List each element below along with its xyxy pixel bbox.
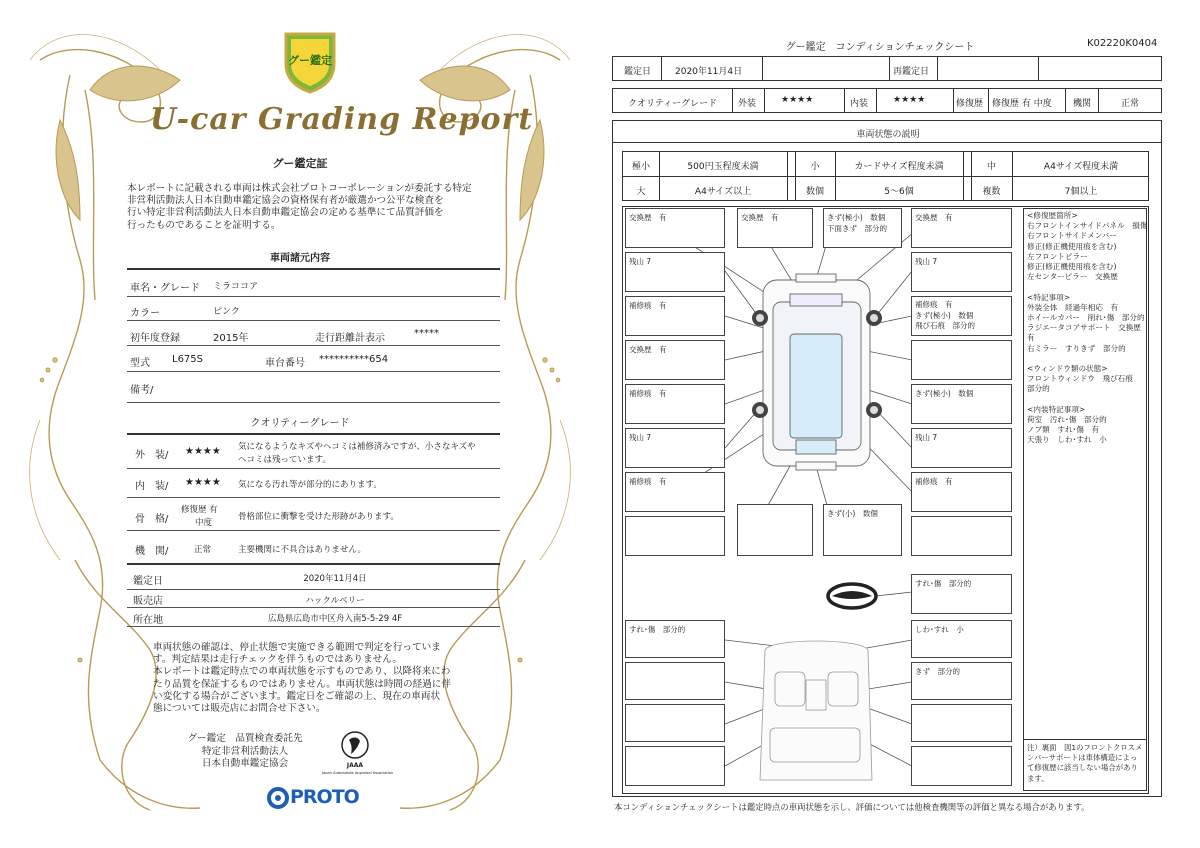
frame-grade-value: 修復歴 有 [181,505,218,515]
interior-front-right-box: しわ･すれ 小 [911,620,1012,658]
front-right-tire-box: 残山 7 [911,252,1012,292]
rear-left-door-box: 補修痕 有 [625,384,725,424]
quality-grade-label: クオリティーグレード [628,99,718,109]
front-left-tire-box: 残山 7 [625,252,725,292]
color-value: ピンク [213,307,240,317]
odometer-value: ***** [414,328,439,339]
grade-section-title: クオリティーグレード [250,418,350,429]
appraisal-date-value: 2020年11月4日 [675,67,743,77]
interior-mid-right-box: きず 部分的 [911,662,1012,700]
interior-grade-value: ★★★★ [185,477,221,488]
interior-mid-left-box [625,662,725,700]
frame-grade-desc: 骨格部位に衝撃を受けた形跡があります。 [238,512,399,522]
divider [127,589,500,590]
car-name-value: ミラココア [213,282,259,292]
model-code-label: 型式 [130,358,150,369]
divider [127,296,500,297]
odometer-label: 走行距離計表示 [315,333,385,344]
engine-value: 正常 [1121,99,1140,109]
spec-section-title: 車両諸元内容 [270,253,330,264]
footnote: 注）裏面 図1のフロントクロスメ ンバーサポートは車体構造によっ て修復歴に該当しない場合があり ます。 [1027,743,1143,783]
interior-rear-left-box [625,704,725,742]
emblem-text: グー鑑定 [288,54,332,67]
divider [127,497,500,498]
cargo-right-box [911,746,1012,786]
right-pillar-box [911,340,1012,380]
divider [127,402,500,403]
divider [127,468,500,469]
interior-grade-desc: 気になる汚れ等が部分的にあります。 [238,480,382,490]
repair-history-value: 修復歴 有 中度 [992,99,1052,109]
front-right-panel-box: 交換歴 有 [911,208,1012,248]
front-left-door-box: 補修痕 有 [625,296,725,336]
remarks-label: 備考/ [130,385,154,396]
cargo-left-box [625,746,725,786]
size-l-value: A4サイズ以上 [694,187,752,197]
inspection-org: グー鑑定 品質検査委託先 特定非営利活動法人 日本自動車鑑定協会 [187,733,303,769]
exterior-grade-desc: 気になるようなキズやヘコミは補修済みですが、小さなキズや [238,442,476,452]
size-xs-value: 500円玉程度未満 [687,162,759,172]
size-s-value: カードサイズ程度未満 [854,162,944,172]
divider [127,563,500,565]
engine-label: 機関 [1073,99,1092,109]
chassis-number-value: **********654 [319,354,389,365]
repair-history-label: 修復歴 [956,99,984,109]
condition-check-sheet [600,0,1200,848]
reappraisal-date-label: 再鑑定日 [893,67,930,77]
exterior-grade-value: ★★★★ [185,446,221,457]
rear-left-panel-box: 補修痕 有 [625,472,725,512]
first-reg-value: 2015年 [213,333,249,344]
chassis-number-label: 車台番号 [265,358,305,369]
cert-title: グー鑑定証 [272,157,328,170]
exterior-label: 外装 [738,99,757,109]
notes-panel: <修復歴箇所> 右フロントインサイドパネル 損傷 右フロントサイドメンバー 修正(修正機使用痕を含む) 左フロントピラー 修正(修正機使用痕を含む) 左センターピラー 交換歴 <特記事項> 外装全体 経過年相応 有 ホイールカバー 削れ･傷 部分的 ラジエータコアサポート 交換歴 有 右ミラー すりきず 部分的 <ウィンドウ類の状態> フロントウィンドウ 飛び石痕 部分的 <内装特記事項> 荷室 汚れ･傷 部分的 ノブ類 すれ･傷 有 天張り しわ･すれ 小 注）裏面 図1のフロントクロスメ ンバーサポートは車体構造によっ て修復歴に該当しない場合があり ます。 [1023,208,1147,791]
divider [127,607,500,608]
front-left-panel-box: 交換歴 有 [625,208,725,248]
jaaa-text: JAAA [346,762,364,769]
exterior-grade-desc-2: ヘコミは残っています。 [238,455,331,465]
exterior-grade-label: 外 装/ [135,450,169,461]
dealer-label: 販売店 [133,596,163,607]
first-reg-label: 初年度登録 [130,333,180,344]
divider [127,320,500,321]
left-pillar-box: 交換歴 有 [625,340,725,380]
intro-paragraph: 本レポートに記載される車両は株式会社プロトコーポレーションが委託する特定 非営利活動法人日本自動車鑑定協会の資格保有者が厳選かつ公平な検査を 行い特定非営利活動法人日本自動車鑑定協会の定める基準にて品質評価を 行ったものであることを証明する。 [127,183,472,231]
model-code-value: L675S [172,354,204,365]
interior-value: ★★★★ [893,95,926,105]
bottom-disclaimer: 本コンディションチェックシートは鑑定時点の車両状態を示し、評価については他検査機関等の評価と異なる場合があります。 [614,802,1090,812]
steering-wheel-icon [828,584,876,608]
appraisal-date-value: 2020年11月4日 [303,574,367,584]
rear-gate-left-box [737,504,813,556]
jaaa-subtext: Japan Automobile Appraisal Association [322,771,394,775]
size-xs-label: 極小 [631,162,650,172]
interior-label: 内装 [850,99,869,109]
car-name-label: 車名・グレード [130,283,200,294]
divider [127,345,500,346]
count-many-value: 7個以上 [1064,187,1098,197]
rear-right-door-box: きず(極小) 数個 [911,384,1012,424]
interior-rear-right-box [911,704,1012,742]
appraisal-date-label: 鑑定日 [133,576,163,587]
count-few-label: 数個 [805,187,824,197]
proto-logo-text: PROTO [290,786,359,808]
front-bumper-box: きず(極小) 数個 下面きず 部分的 [823,208,902,248]
rear-left-box [625,516,725,556]
frame-grade-label: 骨 格/ [135,514,169,525]
section-title: 車両状態の説明 [856,130,920,140]
rear-right-box [911,516,1012,556]
exterior-value: ★★★★ [781,95,814,105]
proto-logo-icon [267,787,289,809]
size-m-value: A4サイズ程度未満 [1043,162,1119,172]
count-few-value: 5～6個 [884,187,914,197]
interior-front-left-box: すれ･傷 部分的 [625,620,725,658]
report-title: U-car Grading Report [150,102,534,137]
engine-grade-value: 正常 [194,545,212,555]
count-many-label: 複数 [982,187,1001,197]
rear-left-tire-box: 残山 7 [625,428,725,468]
steering-box: すれ･傷 部分的 [911,574,1012,614]
divider [127,530,500,531]
rear-bumper-box: きず(小) 数個 [823,504,902,556]
color-label: カラー [130,308,160,319]
address-value: 広島県広島市中区舟入南5-5-29 4F [267,614,403,624]
jaaa-logo-icon [340,730,370,760]
interior-grade-label: 内 装/ [135,481,169,492]
size-s-label: 小 [810,162,820,172]
engine-grade-label: 機 関/ [135,546,169,557]
dealer-value: ハックルベリー [305,596,365,606]
rear-right-tire-box: 残山 7 [911,428,1012,468]
sheet-code: K02220K0404 [1087,38,1158,49]
frame-grade-value-2: 中度 [195,518,213,528]
appraisal-date-label: 鑑定日 [624,67,652,77]
notice-paragraph: 車両状態の確認は、停止状態で実施できる範囲で判定を行っていま す。判定結果は走行チェックを伴うものではありません。 本レポートは鑑定時点での車両状態を示すものであり、以降将来にわ たり品質を保証するものではありません。車両状態は時間の経過に伴 い変化する場合がございます。鑑定日をご確認の上、現在の車両状 態については販売店にお問合せ下さい。 [153,642,451,715]
hood-left-box: 交換歴 有 [737,208,813,248]
divider [127,626,500,627]
divider [127,433,500,435]
rear-right-panel-box: 補修痕 有 [911,472,1012,512]
divider [127,371,500,372]
engine-grade-desc: 主要機関に不具合はありません。 [238,545,367,555]
sheet-title: グー鑑定 コンディションチェックシート [785,42,975,53]
size-l-label: 大 [636,187,646,197]
address-label: 所在地 [133,615,163,626]
size-m-label: 中 [986,162,996,172]
divider [127,268,500,270]
front-right-door-box: 補修痕 有 きず(極小) 数個 飛び石痕 部分的 [911,296,1012,336]
